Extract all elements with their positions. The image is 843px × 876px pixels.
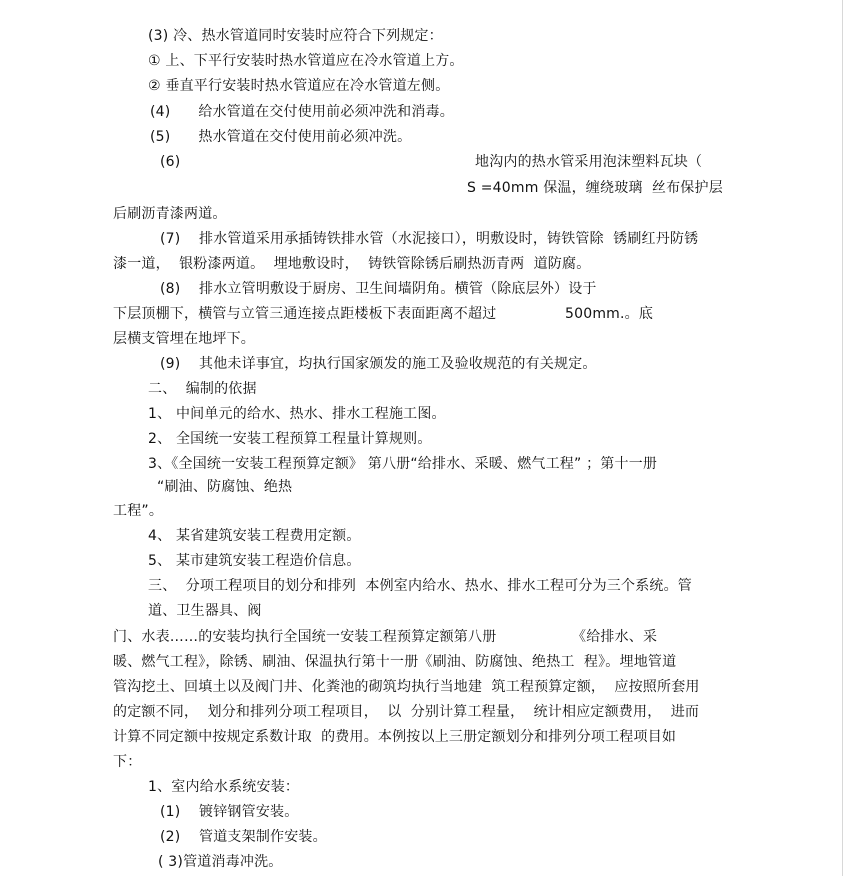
text-line: 下： [113, 754, 142, 770]
text-line: 2、 全国统一安装工程预算工程量计算规则。 [148, 431, 432, 447]
text-line: 的定额不同， 划分和排列分项工程项目， 以 分别计算工程量， 统计相应定额费用， 进而 [113, 704, 700, 720]
text-line: 1、室内给水系统安装： [148, 779, 300, 795]
text-line: (7) 排水管道采用承插铸铁排水管（水泥接口），明敷设时，铸铁管除 锈刷红丹防锈 [160, 231, 699, 247]
text-line: 4、 某省建筑安装工程费用定额。 [148, 528, 361, 544]
text-line: (2) 管道支架制作安装。 [160, 829, 327, 845]
text-line: (8) 排水立管明敷设于厨房、卫生间墙阴角。横管（除底层外）设于 [160, 281, 597, 297]
text-line: 3、《全国统一安装工程预算定额》 第八册“给排水、采暖、燃气工程” ；第十一册 [148, 456, 658, 472]
text-line: 500mm.。底 [565, 306, 654, 322]
text-line: ① 上、下平行安装时热水管道应在冷水管道上方。 [148, 53, 464, 69]
text-line: 计算不同定额中按规定系数计取 的费用。本例按以上三册定额划分和排列分项工程项目如 [113, 729, 677, 745]
text-line: (1) 镀锌钢管安装。 [160, 804, 299, 820]
text-line: S =40mm 保温，缠绕玻璃 丝布保护层 [467, 180, 723, 196]
text-line: 二、 编制的依据 [148, 381, 257, 397]
text-line: 地沟内的热水管采用泡沫塑料瓦块（ [475, 154, 703, 170]
text-line: “刷油、防腐蚀、绝热 [157, 479, 293, 495]
text-line: 工程”。 [113, 503, 164, 519]
text-line: 三、 分项工程项目的划分和排列 本例室内给水、热水、排水工程可分为三个系统。管 [148, 578, 692, 594]
text-line: 门、水表……的安装均执行全国统一安装工程预算定额第八册 [113, 629, 497, 645]
text-line: 5、 某市建筑安装工程造价信息。 [148, 553, 361, 569]
text-line: 道、卫生器具、阀 [148, 603, 262, 619]
text-line: 《给排水、采 [572, 629, 658, 645]
text-line: (3) 冷、热水管道同时安装时应符合下列规定： [148, 28, 443, 44]
text-line: 漆一道， 银粉漆两道。 埋地敷设时， 铸铁管除锈后刷热沥青两 道防腐。 [113, 256, 591, 272]
text-line: (6) [160, 154, 181, 170]
text-line: 1、 中间单元的给水、热水、排水工程施工图。 [148, 406, 446, 422]
text-line: 暖、燃气工程》，除锈、刷油、保温执行第十一册《刷油、防腐蚀、绝热工 程》。埋地管道 [113, 654, 677, 670]
text-line: (5) 热水管道在交付使用前必须冲洗。 [150, 129, 412, 145]
text-line: 层横支管埋在地坪下。 [113, 331, 255, 347]
text-line: ② 垂直平行安装时热水管道应在冷水管道左侧。 [148, 78, 450, 94]
text-line: 下层顶棚下，横管与立管三通连接点距楼板下表面距离不超过 [113, 306, 497, 322]
text-line: 后刷沥青漆两道。 [113, 206, 227, 222]
text-line: 管沟挖土、回填土以及阀门井、化粪池的砌筑均执行当地建 筑工程预算定额， 应按照所套用 [113, 679, 700, 695]
text-line: (9) 其他未详事宜，均执行国家颁发的施工及验收规范的有关规定。 [160, 356, 597, 372]
text-line: ( 3)管道消毒冲洗。 [158, 854, 283, 870]
text-line: (4) 给水管道在交付使用前必须冲洗和消毒。 [150, 104, 454, 120]
